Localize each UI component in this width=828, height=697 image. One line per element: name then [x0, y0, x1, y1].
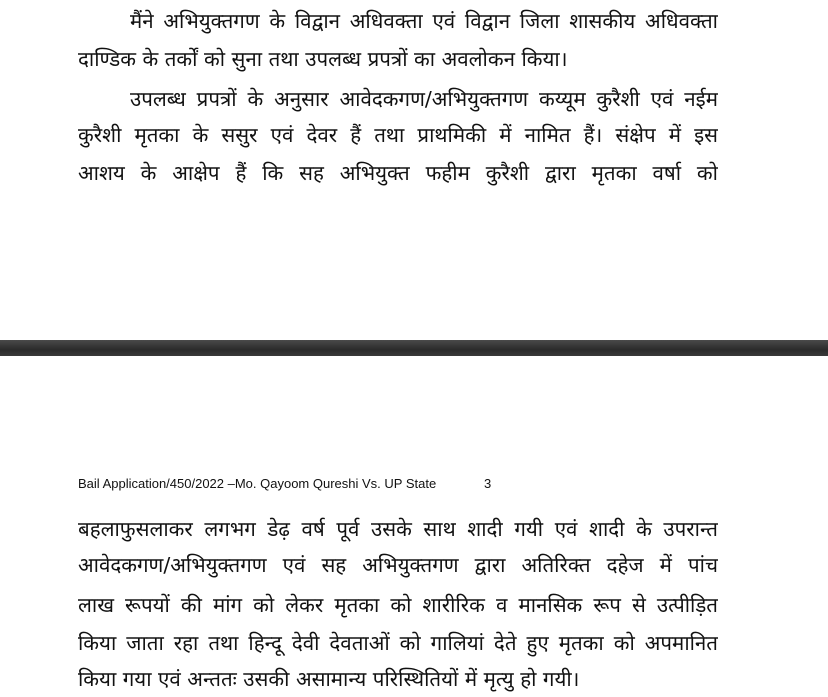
page-header: Bail Application/450/2022 –Mo. Qayoom Qureshi Vs. UP State	[78, 476, 437, 491]
body-line-2: आवेदकगण/अभियुक्तगण एवं सह अभियुक्तगण द्वारा अतिरिक्त दहेज में पांच	[78, 553, 718, 577]
document-page-top	[0, 0, 828, 340]
page-divider	[0, 340, 828, 356]
body-line-5: किया गया एवं अन्ततः उसकी असामान्य परिस्थितियों में मृत्यु हो गयी।	[78, 667, 580, 691]
page-number: 3	[484, 476, 492, 491]
body-line-1: बहलाफुसलाकर लगभग डेढ़ वर्ष पूर्व उसके साथ शादी गयी एवं शादी के उपरान्त	[78, 517, 718, 541]
body-line-4: किया जाता रहा तथा हिन्दू देवी देवताओं को गालियां देते हुए मृतका को अपमानित	[78, 631, 718, 655]
paragraph-2-line-3: आशय के आक्षेप हैं कि सह अभियुक्त फहीम कुरैशी द्वारा मृतका वर्षा को	[78, 161, 718, 185]
paragraph-1-line-2: दाण्डिक के तर्कों को सुना तथा उपलब्ध प्रपत्रों का अवलोकन किया।	[78, 47, 568, 71]
paragraph-2-line-1: उपलब्ध प्रपत्रों के अनुसार आवेदकगण/अभियुक्तगण कय्यूम कुरैशी एवं नईम	[130, 87, 718, 111]
paragraph-1-line-1: मैंने अभियुक्तगण के विद्वान अधिवक्ता एवं विद्वान जिला शासकीय अधिवक्ता	[130, 9, 718, 33]
paragraph-2-line-2: कुरैशी मृतका के ससुर एवं देवर हैं तथा प्राथमिकी में नामित हैं। संक्षेप में इस	[78, 123, 718, 147]
body-line-3: लाख रूपयों की मांग को लेकर मृतका को शारीरिक व मानसिक रूप से उत्पीड़ित	[78, 593, 718, 617]
document-page-bottom	[0, 356, 828, 697]
